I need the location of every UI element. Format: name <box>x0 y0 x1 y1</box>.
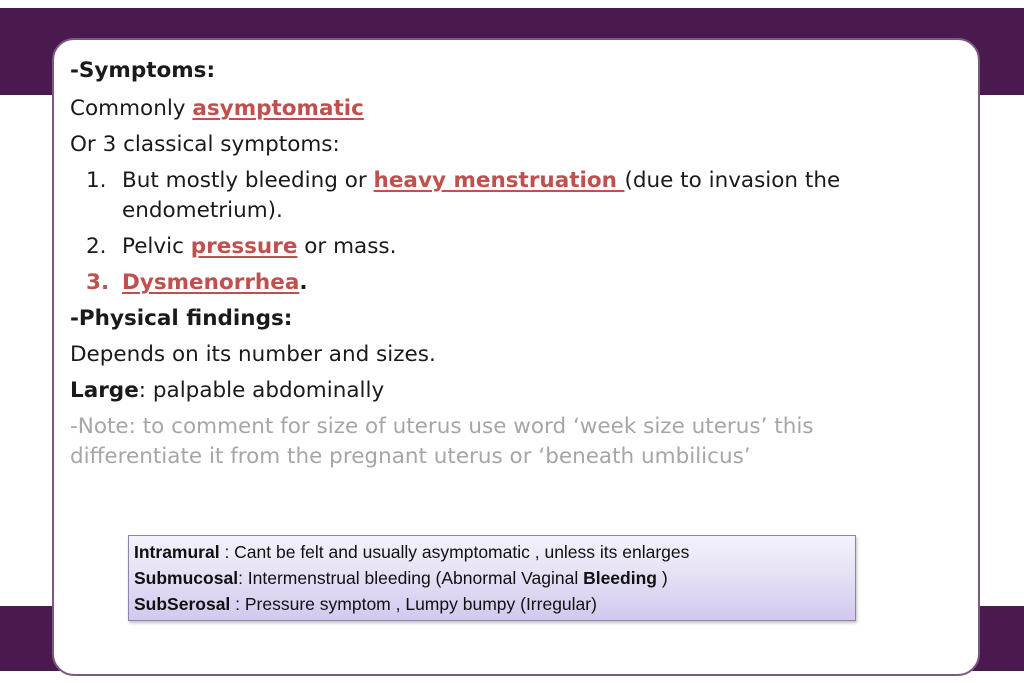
subserosal-row <box>134 594 597 615</box>
large-label: Large <box>70 378 139 403</box>
item-3-number: 3. <box>86 270 110 295</box>
intramural-row <box>134 542 689 563</box>
heavy-menstruation-link[interactable]: heavy menstruation <box>373 168 625 193</box>
item-2-number: 2. <box>86 234 107 259</box>
symptoms-heading: -Symptoms: <box>70 58 216 83</box>
submucosal-row <box>134 568 668 589</box>
fibroid-types-box <box>128 535 856 621</box>
item-1-prefix: But mostly bleeding or <box>122 168 374 193</box>
physical-findings-heading: -Physical findings: <box>70 306 293 331</box>
item-2-prefix: Pelvic <box>122 234 191 259</box>
symptoms-commonly-line <box>70 96 364 121</box>
commonly-text: Commonly <box>70 96 193 121</box>
item-2-suffix: or mass. <box>297 234 397 259</box>
depends-line: Depends on its number and sizes. <box>70 342 436 367</box>
note-line-2: differentiate it from the pregnant uterus or ‘beneath umbilicus’ <box>70 444 751 469</box>
item-1-suffix: (due to invasion the <box>624 168 841 193</box>
item-3-suffix: . <box>299 270 308 295</box>
classical-symptoms-line: Or 3 classical symptoms: <box>70 132 340 157</box>
submucosal-text-end: ) <box>656 568 668 588</box>
intramural-term: Intramural <box>134 542 220 562</box>
pressure-link[interactable]: pressure <box>190 234 298 259</box>
large-description: : palpable abdominally <box>138 378 385 403</box>
note-line-1: -Note: to comment for size of uterus use word ‘week size uterus’ this <box>70 414 814 439</box>
submucosal-term: Submucosal <box>134 568 239 588</box>
intramural-text: : Cant be felt and usually asymptomatic , unless its enlarges <box>219 542 690 562</box>
subserosal-term: SubSerosal <box>134 594 231 614</box>
large-line <box>70 378 384 403</box>
submucosal-text: : Intermenstrual bleeding (Abnormal Vaginal <box>238 568 584 588</box>
subserosal-text: : Pressure symptom , Lumpy bumpy (Irregular) <box>230 594 597 614</box>
bleeding-bold: Bleeding <box>583 568 657 588</box>
item-1-number: 1. <box>86 168 107 193</box>
item-1-continuation: endometrium). <box>122 198 283 223</box>
asymptomatic-link[interactable]: asymptomatic <box>192 96 364 121</box>
dysmenorrhea-link[interactable]: Dysmenorrhea <box>122 270 300 295</box>
